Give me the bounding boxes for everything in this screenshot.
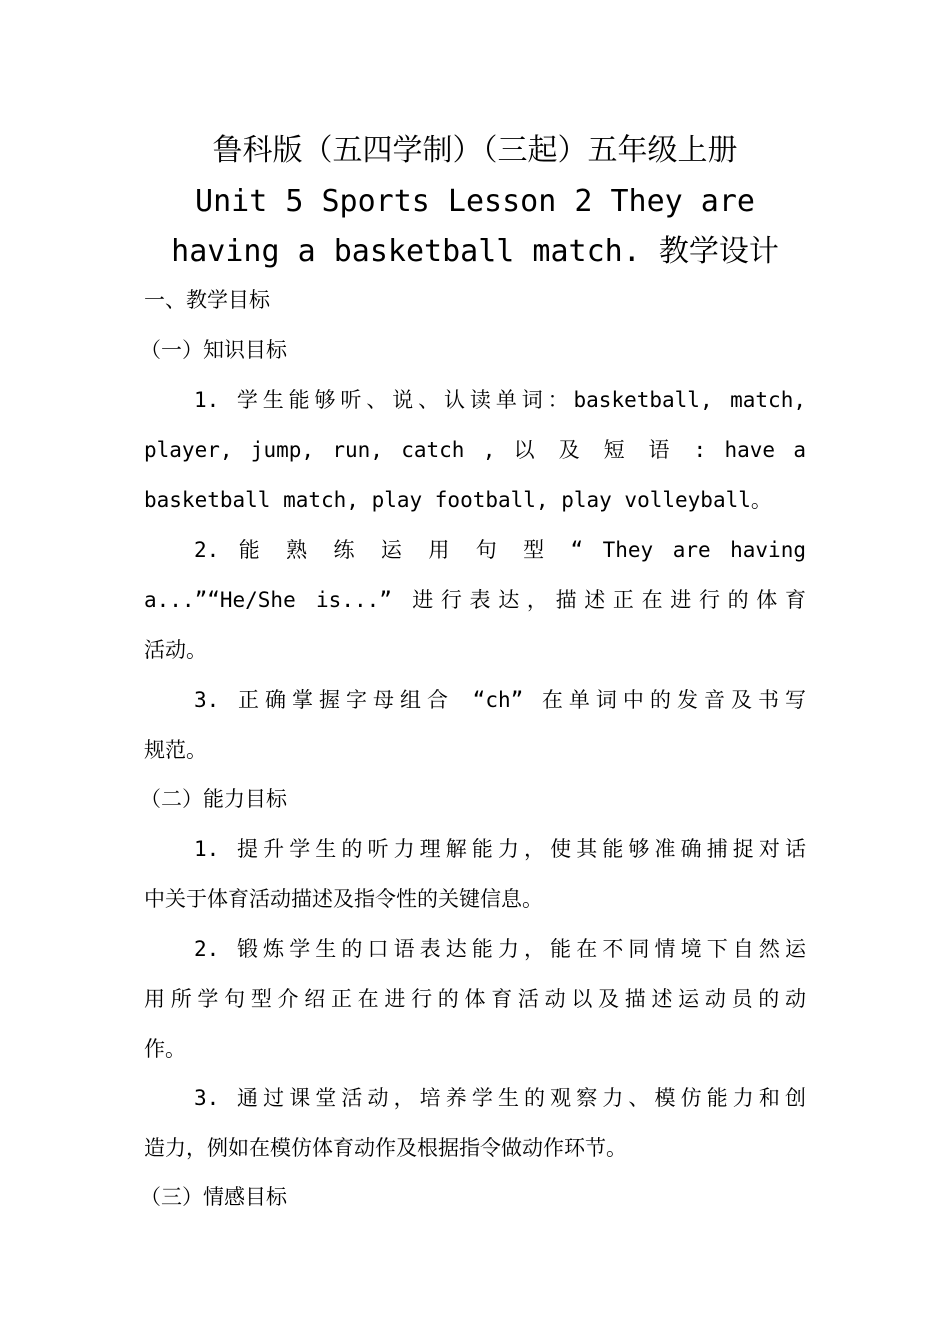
ability-item-2-line-3: 作。 <box>144 1037 186 1061</box>
subheading-emotion-goals: （三）情感目标 <box>140 1185 287 1209</box>
ability-item-2-line-1: 2. 锻炼学生的口语表达能力，能在不同情境下自然运 <box>194 937 806 961</box>
knowledge-item-2-line-3: 活动。 <box>144 638 207 662</box>
subheading-knowledge-goals: （一）知识目标 <box>140 338 287 362</box>
knowledge-item-3-line-2: 规范。 <box>144 738 207 762</box>
knowledge-item-1-line-2: player, jump, run, catch , 以 及 短 语 : have a <box>144 438 806 462</box>
subheading-ability-goals: （二）能力目标 <box>140 787 287 811</box>
title-line-1: 鲁科版（五四学制）（三起）五年级上册 <box>212 133 738 168</box>
ability-item-1-line-1: 1. 提升学生的听力理解能力，使其能够准确捕捉对话 <box>194 837 806 861</box>
knowledge-item-2-line-1: 2. 能 熟 练 运 用 句 型 “ They are having <box>194 538 806 562</box>
ability-item-3-line-2: 造力，例如在模仿体育动作及根据指令做动作环节。 <box>144 1136 627 1160</box>
section-heading-teaching-goals: 一、教学目标 <box>144 288 270 312</box>
title-line-3: having a basketball match. 教学设计 <box>171 234 779 269</box>
knowledge-item-1-line-1: 1. 学生能够听、说、认读单词：basketball, match, <box>194 388 806 412</box>
ability-item-2-line-2: 用所学句型介绍正在进行的体育活动以及描述运动员的动 <box>144 987 806 1011</box>
knowledge-item-1-line-3: basketball match, play football, play volleyball。 <box>144 488 772 512</box>
title-line-2: Unit 5 Sports Lesson 2 They are <box>195 184 755 219</box>
knowledge-item-3-line-1: 3. 正确掌握字母组合 “ch” 在单词中的发音及书写 <box>194 688 806 712</box>
knowledge-item-2-line-2: a...”“He/She is...” 进行表达，描述正在进行的体育 <box>144 588 806 612</box>
ability-item-1-line-2: 中关于体育活动描述及指令性的关键信息。 <box>144 887 543 911</box>
ability-item-3-line-1: 3. 通过课堂活动，培养学生的观察力、模仿能力和创 <box>194 1086 806 1110</box>
